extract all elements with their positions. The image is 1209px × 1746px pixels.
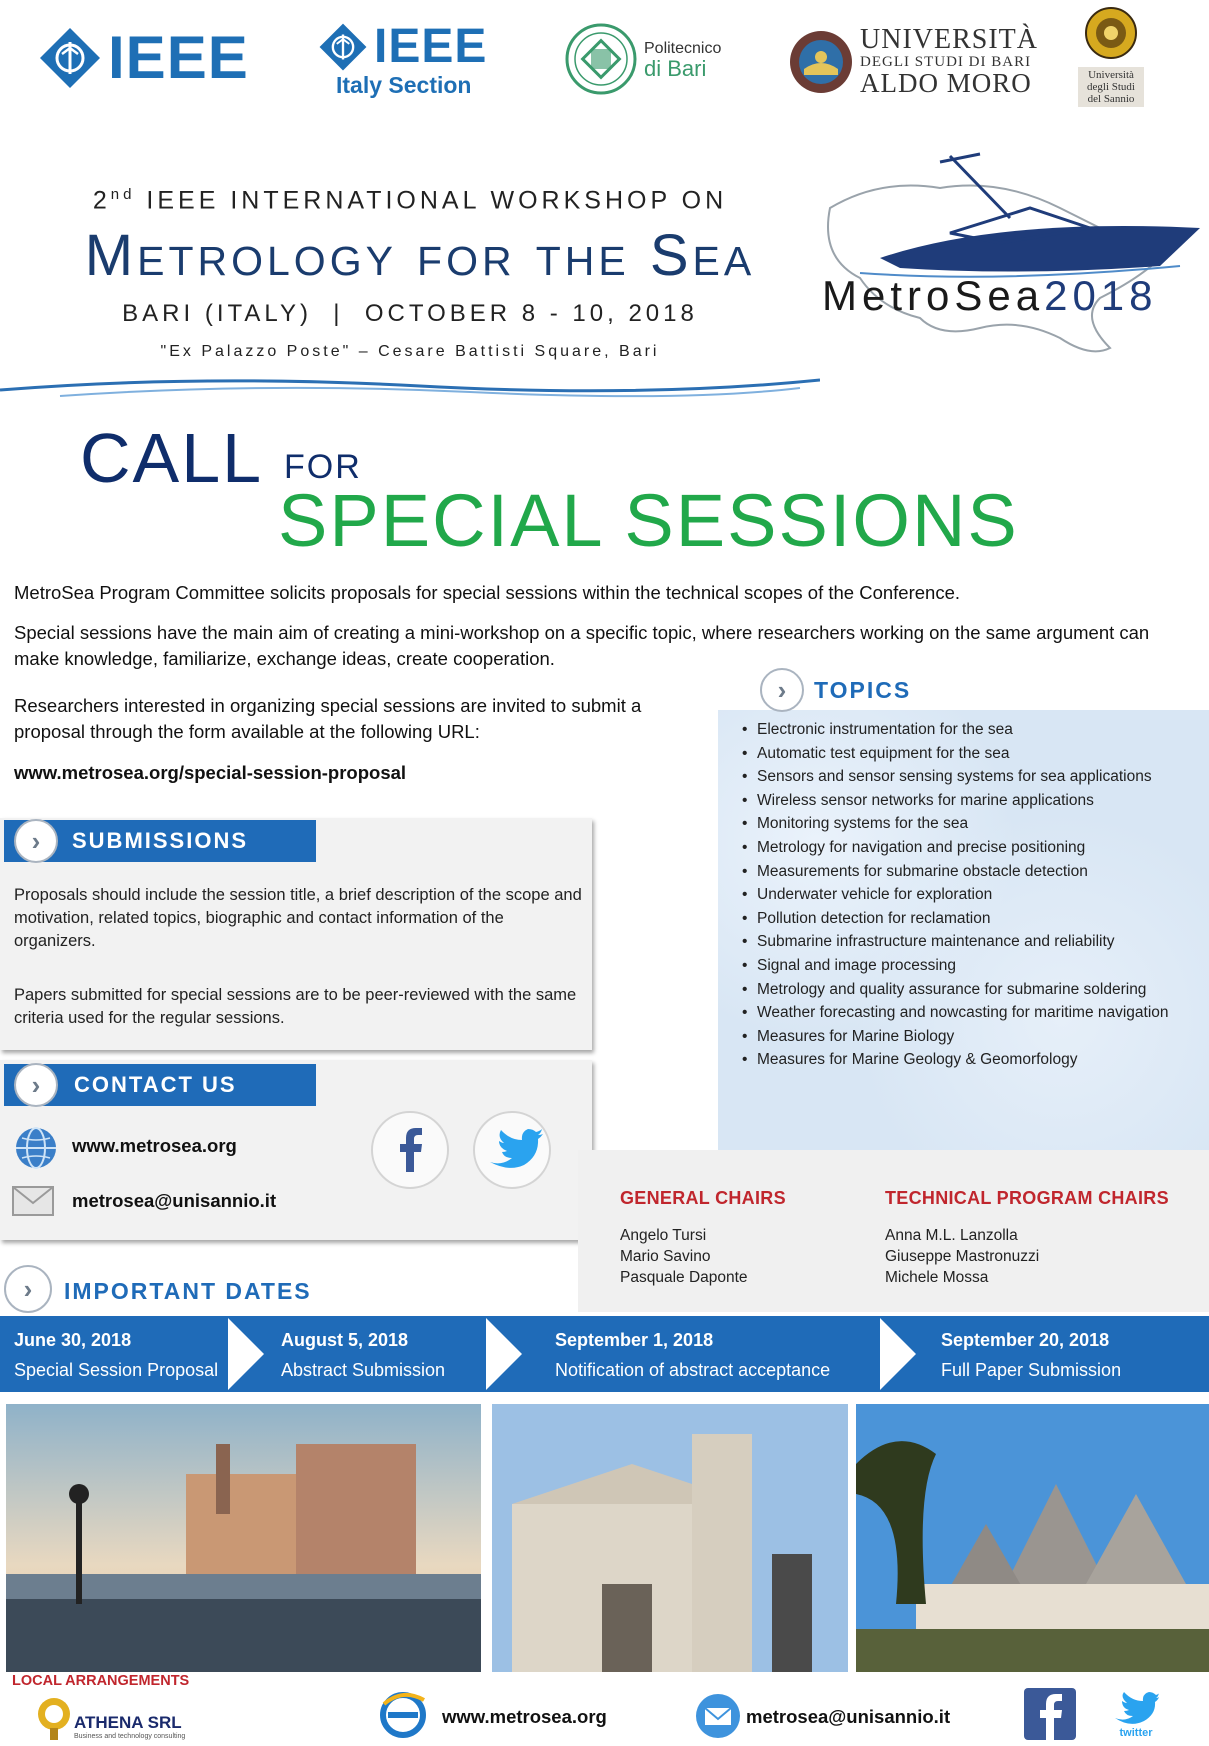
local-arrangements-label: LOCAL ARRANGEMENTS bbox=[12, 1673, 190, 1689]
intro-paragraph-1: MetroSea Program Committee solicits proposals for special sessions within the technical scopes of the Conference. bbox=[14, 582, 960, 603]
topic-item: • Metrology for navigation and precise positioning bbox=[740, 838, 1185, 858]
ieee-wordmark: IEEE bbox=[108, 24, 249, 91]
topic-item: • Measures for Marine Biology bbox=[740, 1027, 1185, 1047]
topic-item: • Sensors and sensor sensing systems for sea applications bbox=[740, 767, 1185, 787]
location-date: BARI (ITALY) | OCTOBER 8 - 10, 2018 bbox=[122, 300, 698, 327]
intro-paragraph-3: Researchers interested in organizing special sessions are invited to submit a proposal through the form available at the following URL: bbox=[14, 695, 642, 742]
tpc-chairs-title: TECHNICAL PROGRAM CHAIRS bbox=[885, 1188, 1169, 1208]
special-sessions-heading: SPECIAL SESSIONS bbox=[278, 479, 1019, 562]
uniba-line1: UNIVERSITÀ bbox=[860, 24, 1038, 55]
date-label-3: Notification of abstract acceptance bbox=[555, 1360, 831, 1380]
general-chair-3: Pasquale Daponte bbox=[620, 1269, 748, 1286]
ie-browser-icon bbox=[380, 1692, 426, 1738]
contact-website[interactable]: www.metrosea.org bbox=[72, 1135, 237, 1156]
topic-item: • Pollution detection for reclamation bbox=[740, 909, 1185, 929]
edition-superscript: nd bbox=[110, 186, 136, 203]
athena-subtitle: Business and technology consulting bbox=[74, 1733, 186, 1740]
footer-email[interactable]: metrosea@unisannio.it bbox=[746, 1706, 951, 1727]
athena-name: ATHENA SRL bbox=[74, 1713, 182, 1732]
topic-item: • Measurements for submarine obstacle detection bbox=[740, 862, 1185, 882]
tpc-chairs-list bbox=[885, 1225, 1039, 1288]
chevron-right-icon: › bbox=[760, 668, 804, 712]
ieee-logo bbox=[38, 26, 249, 90]
footer-website[interactable]: www.metrosea.org bbox=[442, 1706, 607, 1727]
poliba-logo bbox=[564, 22, 721, 96]
chevron-right-icon: › bbox=[14, 1063, 58, 1107]
twitter-icon[interactable] bbox=[472, 1110, 552, 1190]
topic-item: • Signal and image processing bbox=[740, 956, 1185, 976]
unisannio-seal-icon bbox=[1084, 6, 1138, 60]
date-label-2: Abstract Submission bbox=[281, 1360, 446, 1380]
photo-bari-waterfront bbox=[6, 1404, 481, 1672]
date-label-1: Special Session Proposal bbox=[14, 1360, 219, 1380]
photo-basilica bbox=[492, 1404, 848, 1672]
date-2: August 5, 2018 bbox=[281, 1330, 409, 1350]
globe-icon bbox=[14, 1126, 58, 1170]
date-1: June 30, 2018 bbox=[14, 1330, 132, 1350]
topic-item: • Weather forecasting and nowcasting for maritime navigation bbox=[740, 1003, 1185, 1023]
poliba-seal-icon bbox=[564, 22, 638, 96]
general-chairs-title: GENERAL CHAIRS bbox=[620, 1188, 786, 1208]
date-3: September 1, 2018 bbox=[555, 1330, 714, 1350]
for-heading: FOR bbox=[284, 448, 362, 486]
submissions-paragraph-1: Proposals should include the session title, a brief description of the scope and motivation, related topics, biographic and contact information of the organizers. bbox=[14, 886, 582, 950]
workshop-title: Metrology for the Sea bbox=[84, 223, 756, 288]
metrosea-brand bbox=[822, 272, 1158, 320]
date-label-4: Full Paper Submission bbox=[941, 1360, 1122, 1380]
topic-item: • Monitoring systems for the sea bbox=[740, 814, 1185, 834]
chevron-right-icon: › bbox=[4, 1265, 52, 1313]
poliba-line1: Politecnico bbox=[644, 40, 722, 57]
metrosea-boat-graphic bbox=[800, 148, 1200, 378]
submissions-paragraph-2: Papers submitted for special sessions are to be peer-reviewed with the same criteria used for the regular sessions. bbox=[14, 986, 577, 1027]
photo-trulli bbox=[856, 1404, 1209, 1672]
footer-twitter[interactable] bbox=[1108, 1690, 1164, 1739]
dates-title: IMPORTANT DATES bbox=[64, 1278, 312, 1304]
topic-item: • Underwater vehicle for exploration bbox=[740, 885, 1185, 905]
topics-list-wrap bbox=[740, 720, 1185, 1074]
general-chairs-list bbox=[620, 1225, 748, 1288]
tpc-chair-3: Michele Mossa bbox=[885, 1269, 989, 1286]
uniba-logo bbox=[788, 26, 1038, 97]
contact-title: CONTACT US bbox=[74, 1072, 237, 1097]
uniba-seal-icon bbox=[788, 29, 854, 95]
ieee-diamond-icon bbox=[38, 26, 102, 90]
chevron-right-icon: › bbox=[14, 819, 58, 863]
athena-emblem-icon bbox=[36, 1694, 72, 1740]
footer-twitter-label: twitter bbox=[1119, 1727, 1153, 1739]
contact-email[interactable]: metrosea@unisannio.it bbox=[72, 1190, 277, 1211]
date-item-2 bbox=[281, 1330, 445, 1381]
dates-arrow-1 bbox=[228, 1318, 264, 1390]
topic-item: • Electronic instrumentation for the sea bbox=[740, 720, 1185, 740]
topics-header bbox=[760, 668, 911, 712]
edition-number: 2 bbox=[92, 186, 111, 215]
date-item-3 bbox=[555, 1330, 830, 1381]
venue: "Ex Palazzo Poste" – Cesare Battisti Square, Bari bbox=[160, 343, 660, 360]
ieee-italy-wordmark: IEEE bbox=[374, 20, 488, 73]
topic-item: • Metrology and quality assurance for submarine soldering bbox=[740, 980, 1185, 1000]
call-heading: CALL bbox=[80, 419, 264, 497]
proposal-url[interactable]: www.metrosea.org/special-session-proposal bbox=[14, 762, 407, 783]
tpc-chair-2: Giuseppe Mastronuzzi bbox=[885, 1248, 1040, 1265]
uniba-line2: DEGLI STUDI DI BARI bbox=[860, 54, 1032, 70]
email-icon bbox=[694, 1692, 742, 1740]
athena-logo bbox=[36, 1694, 185, 1740]
topic-item: • Wireless sensor networks for marine applications bbox=[740, 791, 1185, 811]
submissions-title: SUBMISSIONS bbox=[72, 828, 249, 853]
edition-text: IEEE INTERNATIONAL WORKSHOP ON bbox=[135, 186, 728, 215]
ieee-diamond-icon bbox=[318, 22, 368, 72]
unisannio-line1: Università bbox=[1088, 69, 1134, 81]
topic-item: • Automatic test equipment for the sea bbox=[740, 744, 1185, 764]
unisannio-logo bbox=[1078, 6, 1144, 107]
ieee-italy-logo bbox=[318, 22, 488, 99]
topics-list bbox=[740, 720, 1185, 1070]
brand-year: 2018 bbox=[1044, 272, 1158, 319]
facebook-icon[interactable] bbox=[370, 1110, 450, 1190]
wave-divider bbox=[0, 372, 820, 402]
intro-paragraph-2: Special sessions have the main aim of creating a mini-workshop on a specific topic, where researchers working on the same argument can make knowledge, familiarize, exchange ideas, create cooperation. bbox=[14, 622, 1150, 669]
topics-title: TOPICS bbox=[814, 676, 912, 703]
footer-facebook-icon[interactable] bbox=[1024, 1688, 1076, 1740]
unisannio-line2: degli Studi bbox=[1087, 81, 1135, 93]
general-chair-1: Angelo Tursi bbox=[620, 1227, 707, 1244]
edition-line bbox=[40, 186, 780, 215]
poliba-line2: di Bari bbox=[644, 56, 707, 81]
date-item-4 bbox=[941, 1330, 1121, 1381]
dates-arrow-2 bbox=[486, 1318, 522, 1390]
uniba-line3: ALDO MORO bbox=[860, 68, 1032, 98]
unisannio-line3: del Sannio bbox=[1087, 93, 1135, 105]
dates-arrow-3 bbox=[880, 1318, 916, 1390]
ieee-italy-subtitle: Italy Section bbox=[336, 72, 472, 98]
footer-twitter-icon[interactable] bbox=[1113, 1690, 1159, 1724]
tpc-chair-1: Anna M.L. Lanzolla bbox=[885, 1227, 1018, 1244]
mail-icon bbox=[12, 1186, 54, 1216]
brand-name: MetroSea bbox=[822, 272, 1045, 319]
topic-item: • Submarine infrastructure maintenance and reliability bbox=[740, 932, 1185, 952]
topic-item: • Measures for Marine Geology & Geomorfology bbox=[740, 1050, 1185, 1070]
date-4: September 20, 2018 bbox=[941, 1330, 1110, 1350]
general-chair-2: Mario Savino bbox=[620, 1248, 711, 1265]
date-item-1 bbox=[14, 1330, 218, 1381]
